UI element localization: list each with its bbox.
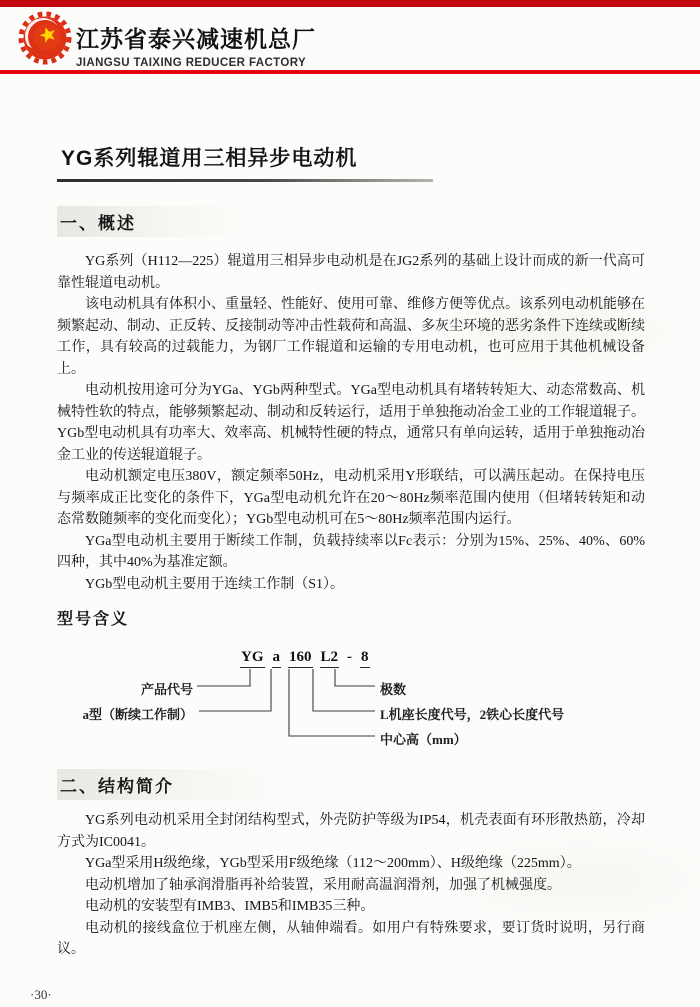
paragraph: 电动机额定电压380V，额定频率50Hz，电动机采用Y形联结，可以满压起动。在保持电压与频率成正比变化的条件下，YGa型电动机允许在20～80Hz频率范围内使用（但堵转转矩和动态常数随频率的变化而变化）；YGb型电动机可在5～80Hz频率范围内运行。 <box>57 469 645 527</box>
model-code-series: YG <box>240 649 265 668</box>
page-number: ·30· <box>30 987 52 1002</box>
paragraph: 该电动机具有体积小、重量轻、性能好、使用可靠、维修方便等优点。该系列电动机能够在频繁起动、制动、正反转、反接制动等冲击性载荷和高温、多灰尘环境的恶劣条件下连续或断续工作，具有较高的过载能力，为钢厂工作辊道和运输的专用电动机，也可应用于其他机械设备上。 <box>57 297 645 377</box>
paragraph: 电动机增加了轴承润滑脂再补给装置，采用耐高温润滑剂，加强了机械强度。 <box>85 877 561 893</box>
section-heading-overview: 一、概述 <box>57 206 246 237</box>
company-names <box>76 21 316 69</box>
section-heading-structure: 二、结构简介 <box>57 769 284 800</box>
structure-paragraphs <box>57 810 645 961</box>
paragraph: YGb型电动机主要用于连续工作制（S1）。 <box>85 576 345 592</box>
paragraph: YG系列（H112—225）辊道用三相异步电动机是在JG2系列的基础上设计而成的新一代高可靠性辊道电动机。 <box>57 254 645 291</box>
paragraph: 电动机按用途可分为YGa、YGb两种型式。YGa型电动机具有堵转转矩大、动态常数高、机械特性软的特点，能够频繁起动、制动和反转运行，适用于单独拖动冶金工业的工作辊道辊子。YGb型电动机具有功率大、效率高、机械特性硬的特点，通常只有单向运转，适用于单独拖动冶金工业的传送辊道辊子。 <box>57 383 645 463</box>
paragraph: 电动机的接线盒位于机座左侧，从轴伸端看。如用户有特殊要求，要订货时说明，另行商议。 <box>57 920 645 957</box>
label-product-code: 产品代号 <box>140 682 193 697</box>
gear-star-icon <box>18 10 72 66</box>
document-body <box>0 142 700 961</box>
company-name-cn: 江苏省泰兴减速机总厂 <box>76 26 316 52</box>
label-poles: 极数 <box>380 682 407 697</box>
model-code-centerheight: 160 <box>288 649 313 668</box>
paragraph: YG系列电动机采用全封闭结构型式，外壳防护等级为IP54，机壳表面有环形散热筋，冷却方式为IC0041。 <box>57 813 645 850</box>
company-name-en: JIANGSU TAIXING REDUCER FACTORY <box>76 57 307 69</box>
label-duty-type: a型（断续工作制） <box>82 707 193 722</box>
model-code-hyphen: - <box>347 649 353 665</box>
label-center-height: 中心高（mm） <box>380 732 467 747</box>
document-title: YG系列辊道用三相异步电动机 <box>61 147 358 170</box>
model-code-duty: a <box>272 649 282 668</box>
company-header <box>0 7 700 74</box>
model-code-poles: 8 <box>360 649 370 668</box>
paragraph: YGa型采用H级绝缘，YGb型采用F级绝缘（112～200mm）、H级绝缘（225mm）。 <box>85 856 581 871</box>
label-frame-length: L机座长度代号，2铁心长度代号 <box>380 707 565 722</box>
overview-paragraphs <box>57 251 645 595</box>
paragraph: YGa型电动机主要用于断续工作制，负载持续率以Fc表示：分别为15%、25%、40%、60%四种，其中40%为基准定额。 <box>57 533 645 570</box>
top-red-bar <box>0 0 700 7</box>
paragraph: 电动机的安装型有IMB3、IMB5和IMB35三种。 <box>85 899 375 914</box>
model-code-frame: L2 <box>320 649 340 668</box>
model-designation-diagram <box>57 647 645 765</box>
section-heading-model: 型号含义 <box>57 611 130 628</box>
